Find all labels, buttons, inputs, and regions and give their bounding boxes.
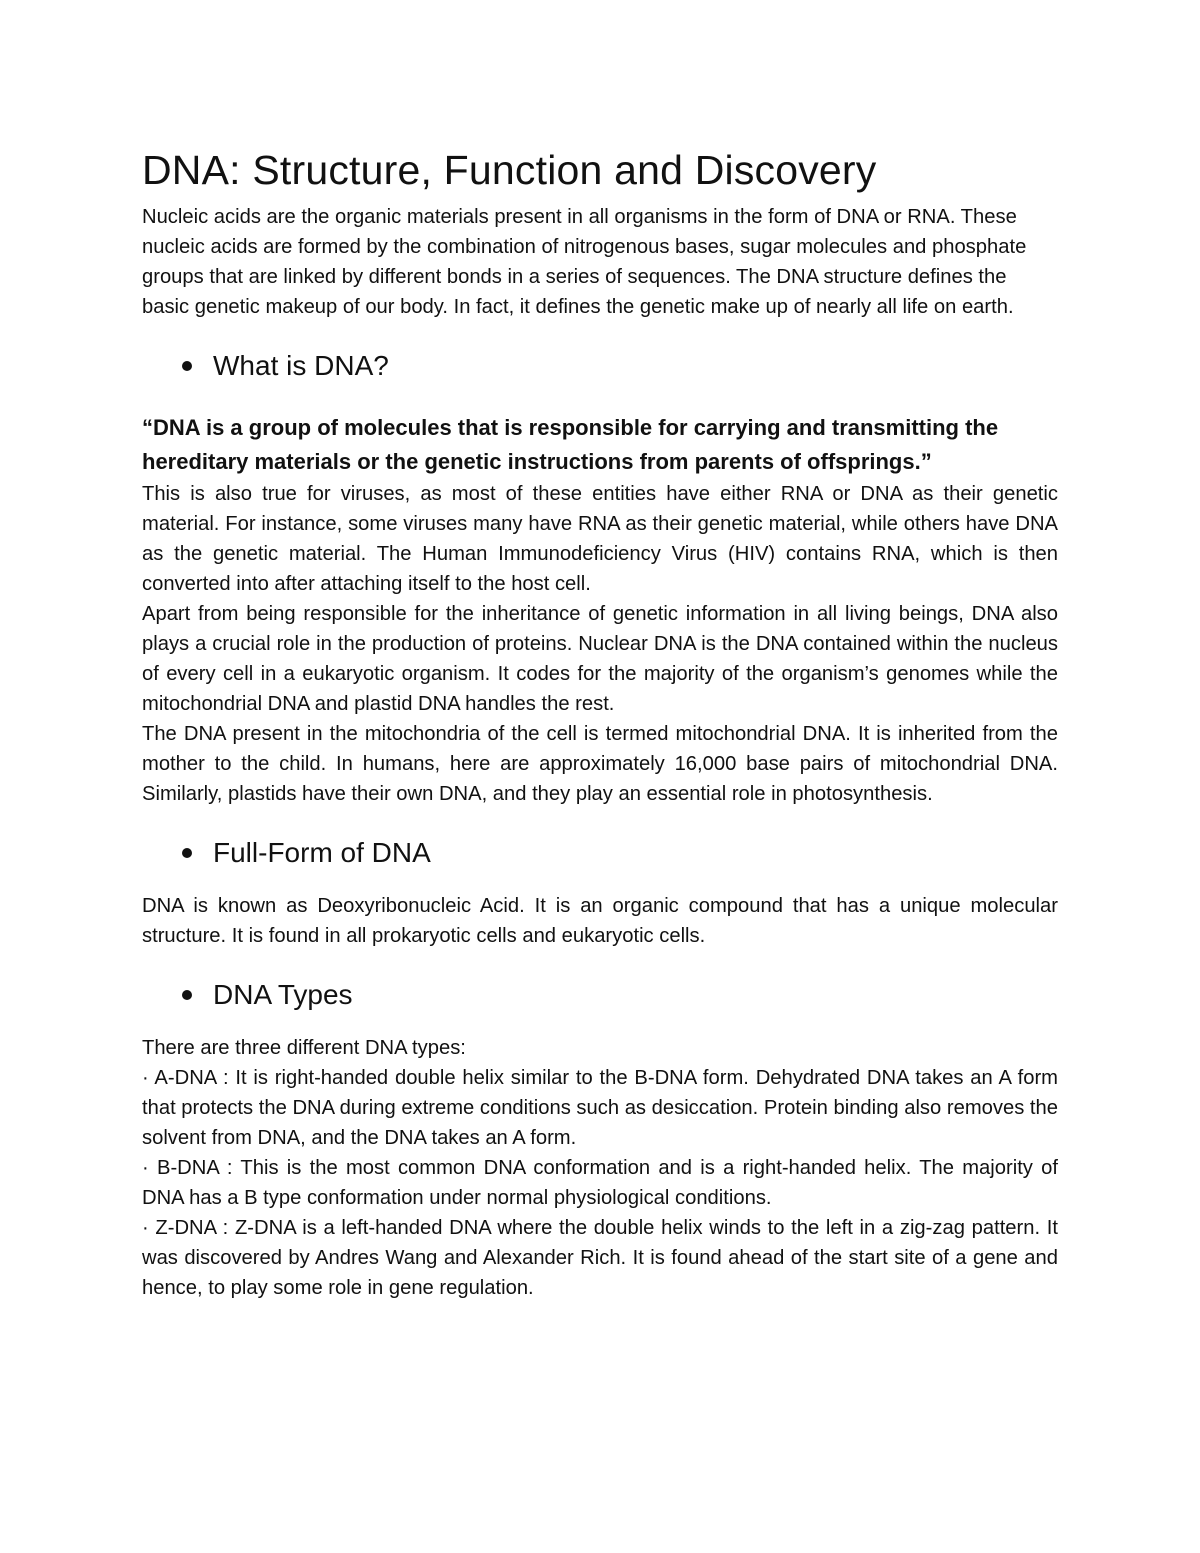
bullet-icon <box>182 990 192 1000</box>
dna-type-item-b: · B-DNA : This is the most common DNA conformation and is a right-handed helix. The majority of DNA has a B type conformation under normal physiological conditions. <box>142 1157 1058 1209</box>
intro-paragraph: Nucleic acids are the organic materials present in all organisms in the form of DNA or RNA. These nucleic acids are formed by the combination of nitrogenous bases, sugar molecules and phosphate groups that are linked by different bonds in a series of sequences. The DNA structure defines the basic genetic makeup of our body. In fact, it defines the genetic make up of nearly all life on earth. <box>142 206 1027 318</box>
nuclear-dna-paragraph: Apart from being responsible for the inheritance of genetic information in all living beings, DNA also plays a crucial role in the production of proteins. Nuclear DNA is the DNA contained within the nucleus of every cell in a eukaryotic organism. It codes for the majority of the organism’s genomes while the mitochondrial DNA and plastid DNA handles the rest. <box>142 603 1058 715</box>
bullet-icon <box>182 848 192 858</box>
bullet-icon <box>182 361 192 371</box>
dna-types-intro: There are three different DNA types: <box>142 1037 466 1059</box>
section-heading-label: DNA Types <box>213 979 353 1010</box>
mitochondrial-dna-paragraph: The DNA present in the mitochondria of the cell is termed mitochondrial DNA. It is inherited from the mother to the child. In humans, here are approximately 16,000 base pairs of mitochondrial DNA. Similarly, plastids have their own DNA, and they play an essential role in photosynthesis. <box>142 723 1058 805</box>
full-form-paragraph: DNA is known as Deoxyribonucleic Acid. It is an organic compound that has a unique molecular structure. It is found in all prokaryotic cells and eukaryotic cells. <box>142 895 1058 947</box>
definition-quote: “DNA is a group of molecules that is responsible for carrying and transmitting the hereditary materials or the genetic instructions from parents of offsprings.” <box>142 415 999 474</box>
section-heading-label: Full-Form of DNA <box>213 837 431 868</box>
section-heading-full-form <box>142 835 1058 871</box>
document-title: DNA: Structure, Function and Discovery <box>142 147 877 193</box>
viruses-paragraph: This is also true for viruses, as most of these entities have either RNA or DNA as their genetic material. For instance, some viruses many have RNA as their genetic material, while others have DNA as the genetic material. The Human Immunodeficiency Virus (HIV) contains RNA, which is then converted into after attaching itself to the host cell. <box>142 483 1058 595</box>
section-heading-what-is-dna <box>142 348 1058 384</box>
section-heading-dna-types <box>142 977 1058 1013</box>
dna-type-item-z: · Z-DNA : Z-DNA is a left-handed DNA where the double helix winds to the left in a zig-zag pattern. It was discovered by Andres Wang and Alexander Rich. It is found ahead of the start site of a gene and hence, to play some role in gene regulation. <box>142 1217 1058 1299</box>
section-heading-label: What is DNA? <box>213 350 389 381</box>
document-page <box>142 146 1058 1303</box>
dna-type-item-a: · A-DNA : It is right-handed double helix similar to the B-DNA form. Dehydrated DNA takes an A form that protects the DNA during extreme conditions such as desiccation. Protein binding also removes the solvent from DNA, and the DNA takes an A form. <box>142 1067 1058 1149</box>
